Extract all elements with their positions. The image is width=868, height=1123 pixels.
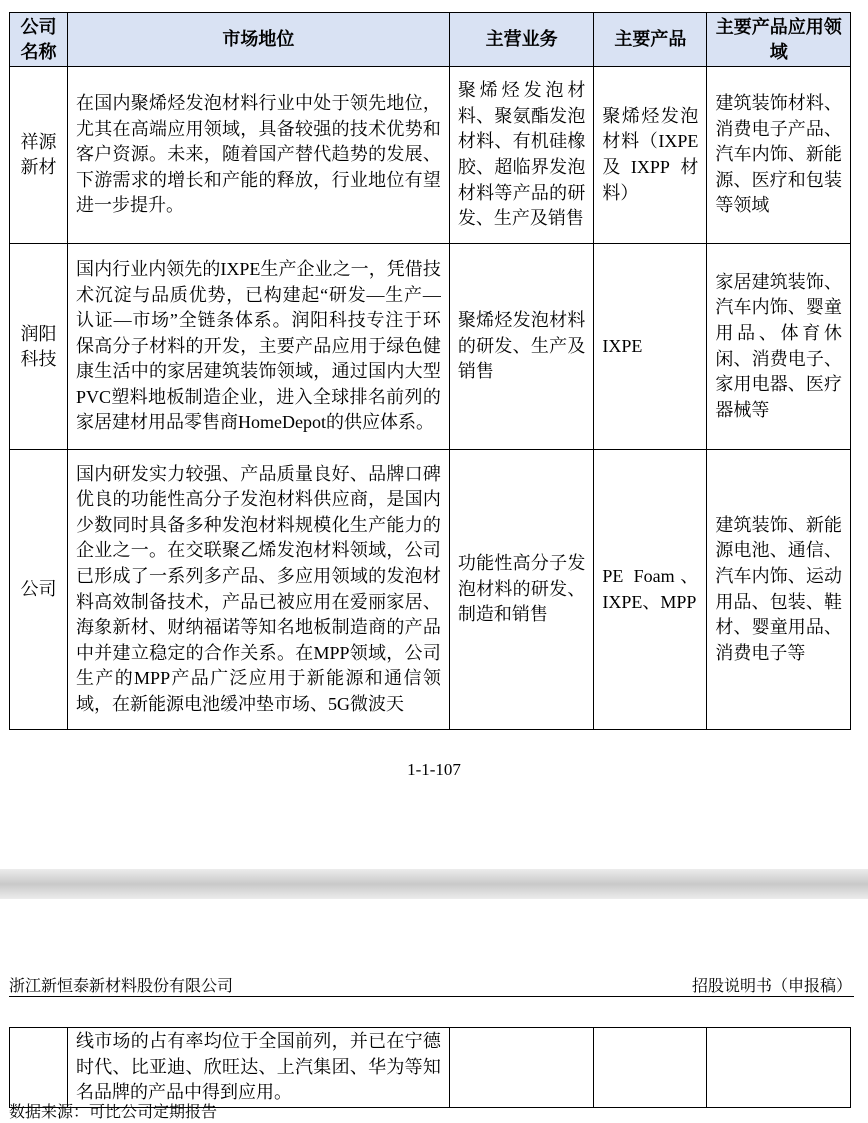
header-company-name: 浙江新恒泰新材料股份有限公司 (9, 978, 234, 995)
market-position: 国内行业内领先的IXPE生产企业之一，凭借技术沉淀与品质优势，已构建起“研发—生产—认证—市场”全链条体系。润阳科技专注于环保高分子材料的开发，主要产品应用于绿色健康生活中的家居建筑装饰领域，通过国内大型PVC塑料地板制造企业，进入全球排名前列的家居建材用品零售商HomeDepot的供应体系。 (68, 244, 450, 450)
application-field: 家居建筑装饰、汽车内饰、婴童用品、体育休闲、消费电子、家用电器、医疗器械等 (707, 244, 851, 450)
table-row (10, 244, 851, 450)
main-business (449, 1028, 594, 1108)
page-number: 1-1-107 (407, 760, 461, 779)
main-business: 功能性高分子发泡材料的研发、制造和销售 (449, 450, 594, 730)
main-products: IXPE (594, 244, 707, 450)
company-name (10, 1028, 68, 1108)
company-name: 公司 (10, 450, 68, 730)
main-products: 聚烯烃发泡材料（IXPE及IXPP材料） (594, 67, 707, 244)
header-rule (9, 996, 854, 997)
market-position: 国内研发实力较强、产品质量良好、品牌口碑优良的功能性高分子发泡材料供应商，是国内少数同时具备多种发泡材料规模化生产能力的企业之一。在交联聚乙烯发泡材料领域，公司已形成了一系列多产品、多应用领域的发泡材料高效制备技术，产品已被应用在爱丽家居、海象新材、财纳福诺等知名地板制造商的产品中并建立稳定的合作关系。在MPP领域，公司生产的MPP产品广泛应用于新能源和通信领域，在新能源电池缓冲垫市场、5G微波天 (68, 450, 450, 730)
application-field (707, 1028, 851, 1108)
market-position: 在国内聚烯烃发泡材料行业中处于领先地位，尤其在高端应用领域，具备较强的技术优势和客户资源。未来，随着国产替代趋势的发展、下游需求的增长和产能的释放，行业地位有望进一步提升。 (68, 67, 450, 244)
company-name: 祥源新材 (10, 67, 68, 244)
main-products (594, 1028, 707, 1108)
application-field: 建筑装饰材料、消费电子产品、汽车内饰、新能源、医疗和包装等领域 (707, 67, 851, 244)
comparison-table (9, 12, 851, 730)
main-products: PE Foam、IXPE、MPP (594, 450, 707, 730)
company-name: 润阳科技 (10, 244, 68, 450)
header-doc-title: 招股说明书（申报稿） (691, 978, 852, 995)
table-row (10, 450, 851, 730)
table-row (10, 67, 851, 244)
header-business: 主营业务 (449, 13, 594, 67)
header-application: 主要产品应用领域 (707, 13, 851, 67)
header-products: 主要产品 (594, 13, 707, 67)
application-field: 建筑装饰、新能源电池、通信、汽车内饰、运动用品、包装、鞋材、婴童用品、消费电子等 (707, 450, 851, 730)
table-row (10, 1028, 851, 1108)
main-business: 聚烯烃发泡材料的研发、生产及销售 (449, 244, 594, 450)
main-business: 聚烯烃发泡材料、聚氨酯发泡材料、有机硅橡胶、超临界发泡材料等产品的研发、生产及销售 (449, 67, 594, 244)
page-break-divider (0, 869, 868, 899)
header-market: 市场地位 (68, 13, 450, 67)
header-company: 公司名称 (10, 13, 68, 67)
comparison-table-continued (9, 1027, 851, 1108)
footnote: 数据来源：可比公司定期报告 (9, 1104, 218, 1121)
table-header-row (10, 13, 851, 67)
market-position: 线市场的占有率均位于全国前列，并已在宁德时代、比亚迪、欣旺达、上汽集团、华为等知名品牌的产品中得到应用。 (68, 1028, 450, 1108)
